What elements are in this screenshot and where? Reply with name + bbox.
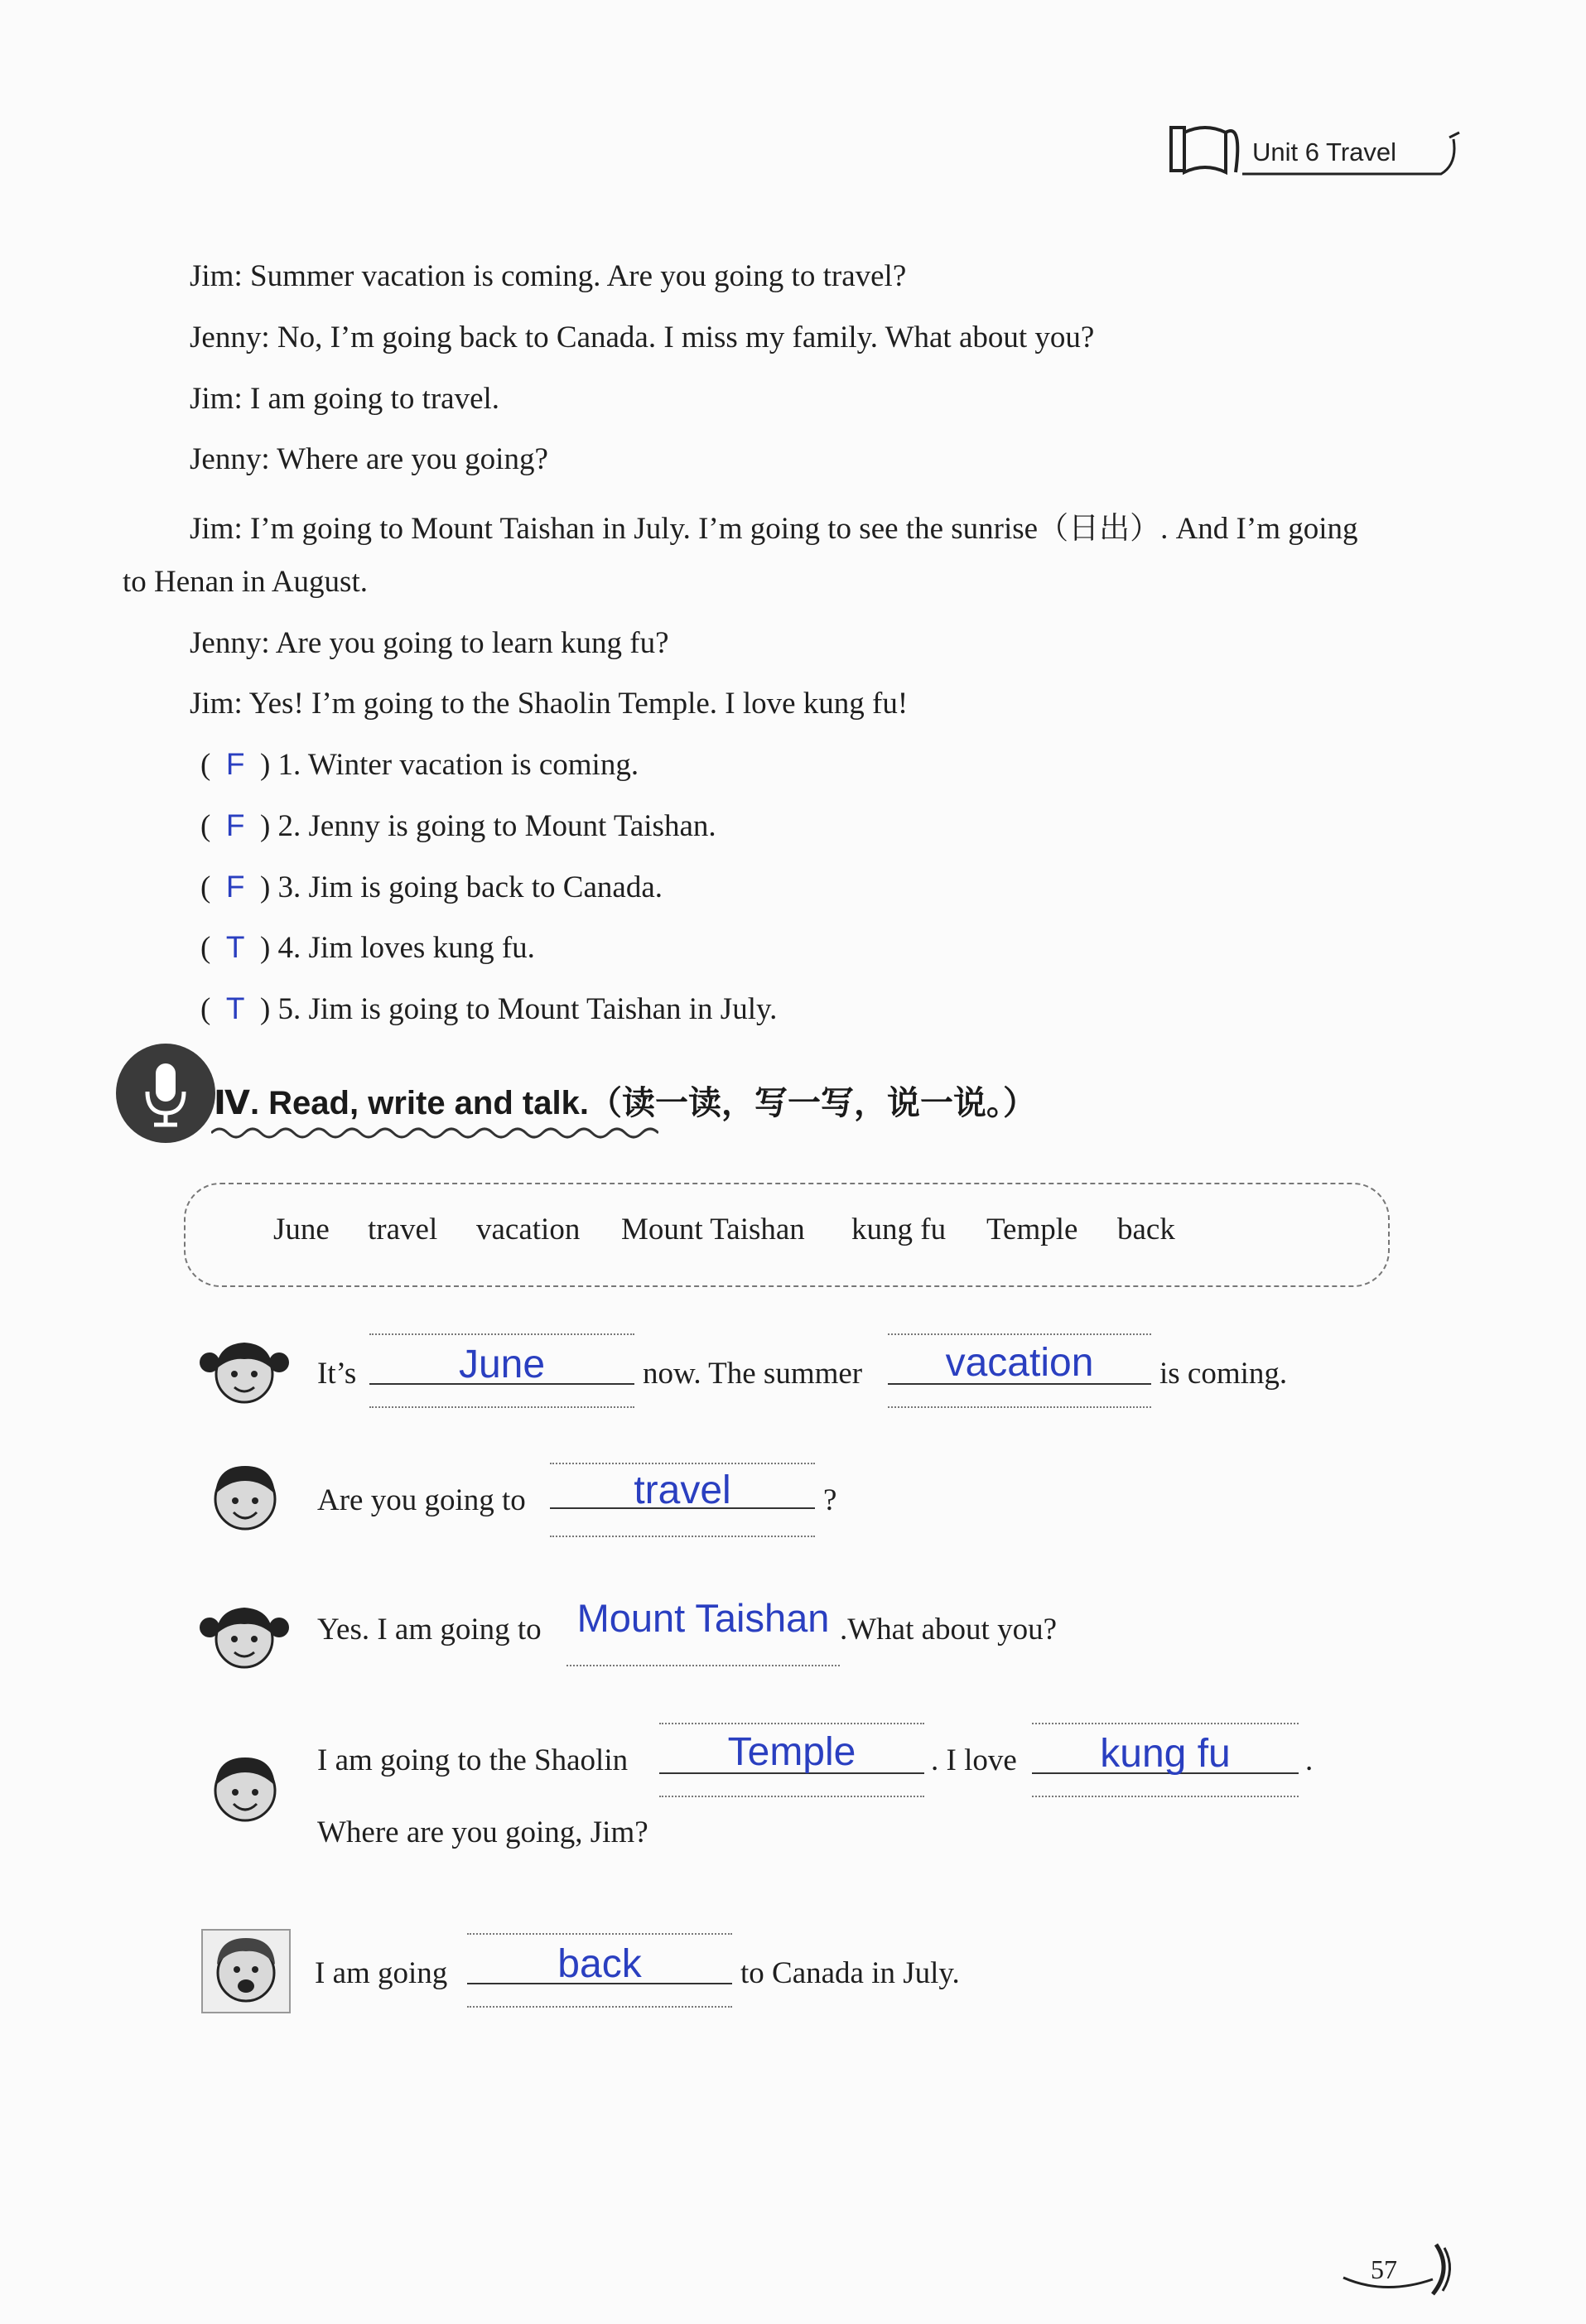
judgment-item: ( F ) 2. Jenny is going to Mount Taishan. (200, 808, 716, 843)
judgment-item: ( T ) 4. Jim loves kung fu. (200, 930, 535, 965)
page-number: 57 (1371, 2254, 1397, 2284)
sentence-text: Where are you going, Jim? (317, 1815, 648, 1849)
sentence-text: ? (823, 1483, 837, 1517)
dialogue-line: Jim: Summer vacation is coming. Are you going to travel? (190, 259, 907, 293)
sentence-text: is coming. (1159, 1357, 1288, 1391)
sentence-text: I am going to the Shaolin (317, 1743, 629, 1777)
word-bank-item: travel (368, 1213, 438, 1246)
judgment-item: ( F ) 1. Winter vacation is coming. (200, 747, 639, 782)
microphone-badge (116, 1044, 215, 1143)
page-number-ornament (1335, 2236, 1459, 2302)
judgment-answer: F (225, 747, 245, 781)
answer-text: kung fu (1100, 1732, 1231, 1776)
boy-avatar-icon (204, 1456, 287, 1539)
sentence-text: Yes. I am going to (317, 1613, 542, 1647)
sentence-text: .What about you? (840, 1613, 1057, 1647)
sentence-text: . I love (931, 1743, 1017, 1777)
sentence-text: . (1305, 1743, 1314, 1777)
answer-text: June (458, 1343, 546, 1386)
unit-header (1168, 114, 1466, 205)
section-title: Ⅳ. Read, write and talk.（读一读，写一写，说一说。） (214, 1085, 1036, 1121)
judgment-answer: T (225, 991, 245, 1025)
answer-blank[interactable] (659, 1723, 924, 1797)
girl-avatar-icon (193, 1329, 292, 1412)
judgment-answer: F (225, 808, 245, 842)
answer-text: travel (634, 1468, 731, 1512)
dialogue-line: Jim: I’m going to Mount Taishan in July. I’m going to see the sunrise（日出）. And I’m going (190, 512, 1358, 546)
word-bank-item: back (1117, 1213, 1175, 1246)
answer-blank[interactable] (550, 1463, 815, 1537)
answer-blank[interactable] (566, 1587, 840, 1666)
microphone-icon (116, 1044, 215, 1143)
answer-text: back (557, 1942, 642, 1986)
curly-boy-avatar-icon (200, 1928, 292, 2014)
judgment-answer: F (225, 870, 245, 904)
answer-blank[interactable] (1032, 1723, 1299, 1797)
sentence-text: I am going (315, 1956, 448, 1990)
judgment-item: ( F ) 3. Jim is going back to Canada. (200, 870, 663, 904)
unit-label: Unit 6 Travel (1252, 137, 1397, 166)
word-bank-item: vacation (476, 1213, 581, 1246)
word-bank-item: Temple (986, 1213, 1078, 1246)
answer-blank[interactable] (888, 1333, 1151, 1408)
answer-text: vacation (945, 1341, 1094, 1385)
sentence-text: Are you going to (317, 1483, 526, 1517)
girl-avatar-icon (193, 1594, 292, 1677)
boy-avatar-icon (204, 1748, 287, 1830)
answer-text: Mount Taishan (576, 1596, 830, 1640)
sentence-text: now. The summer (643, 1357, 863, 1391)
word-bank-item: June (273, 1213, 330, 1246)
dialogue-line: to Henan in August. (123, 565, 368, 599)
dialogue-line: Jim: I am going to travel. (190, 382, 500, 416)
sentence-text: It’s (317, 1357, 357, 1391)
judgment-item: ( T ) 5. Jim is going to Mount Taishan in July. (200, 991, 778, 1026)
word-bank-item: kung fu (851, 1213, 947, 1246)
word-bank-item: Mount Taishan (621, 1213, 805, 1246)
sentence-text: to Canada in July. (740, 1956, 960, 1990)
dialogue-line: Jenny: Where are you going? (190, 442, 548, 476)
judgment-answer: T (225, 930, 245, 964)
answer-blank[interactable] (467, 1933, 732, 2008)
answer-text: Temple (727, 1730, 856, 1774)
dialogue-line: Jenny: Are you going to learn kung fu? (190, 626, 669, 660)
wavy-underline (211, 1125, 658, 1141)
dialogue-line: Jim: Yes! I’m going to the Shaolin Temple. I love kung fu! (190, 687, 909, 721)
dialogue-line: Jenny: No, I’m going back to Canada. I miss my family. What about you? (190, 321, 1095, 354)
answer-blank[interactable] (369, 1333, 634, 1408)
